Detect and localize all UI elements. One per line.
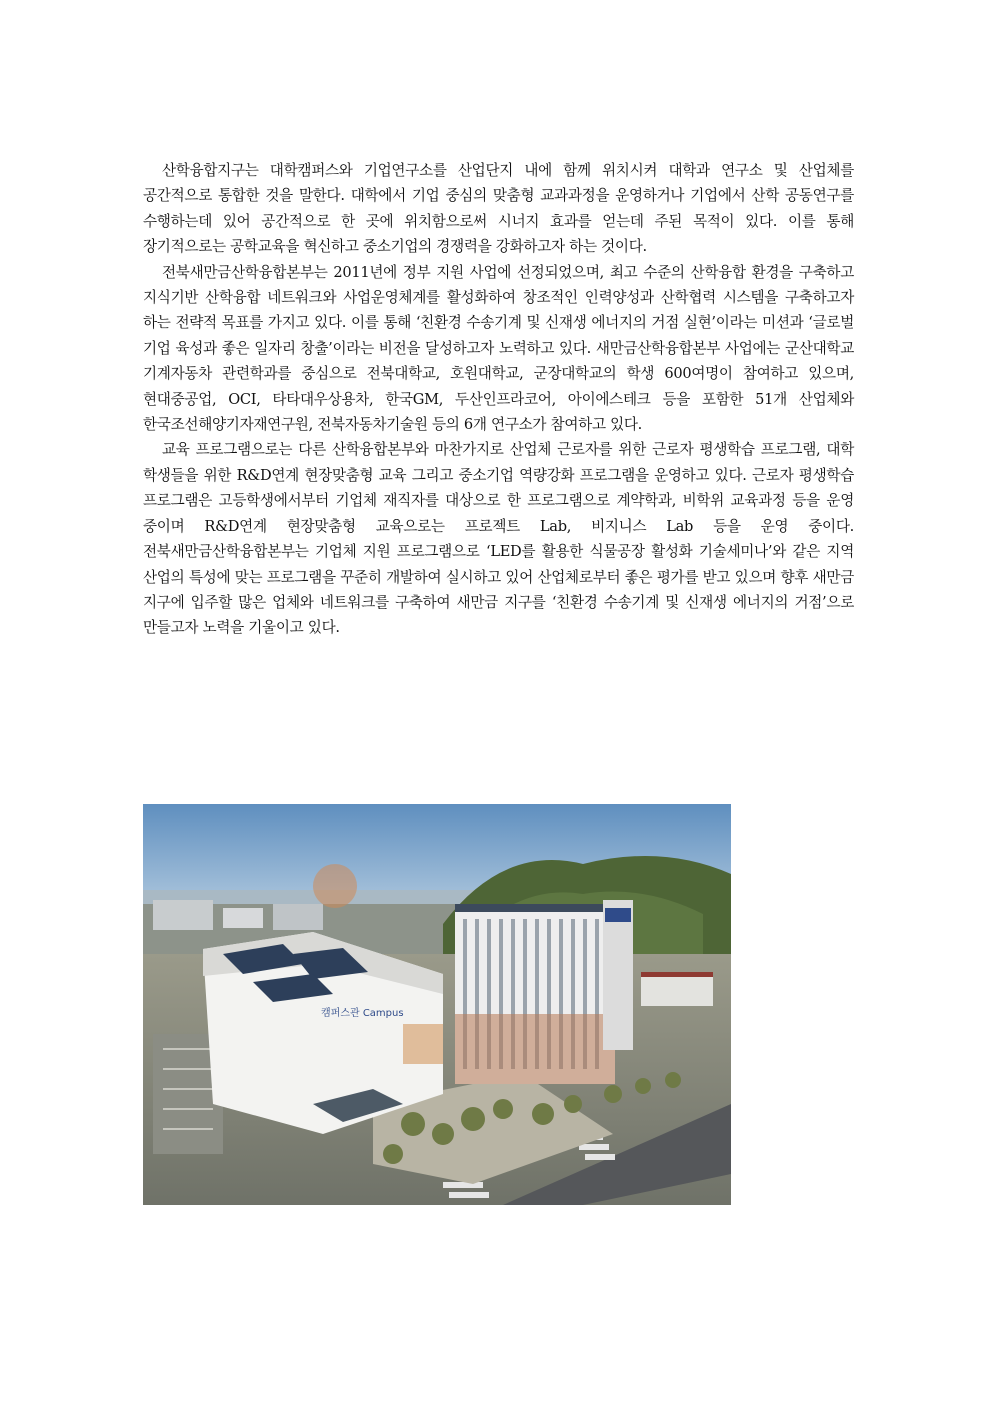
campus-aerial-photo (143, 804, 731, 1205)
paragraph-2: 전북새만금산학융합본부는 2011년에 정부 지원 사업에 선정되었으며, 최고 수준의 산학융합 환경을 구축하고 지식기반 산학융합 네트워크와 사업운영체계를 활성화하여 창조적인 인력양성과 산학협력 시스템을 구축하고자 하는 전략적 목표를 가지고 있다. 이를 통해 ‘친환경 수송기계 및 신재생 에너지의 거점 실현’이라는 미션과 ‘글로벌 기업 육성과 좋은 일자리 창출’이라는 비전을 달성하고자 노력하고 있다. 새만금산학융합본부 사업에는 군산대학교 기계자동차 관련학과를 중심으로 전북대학교, 호원대학교, 군장대학교의 학생 600여명이 참여하고 있으며, 현대중공업, OCI, 타타대우상용차, 한국GM, 두산인프라코어, 아이에스테크 등을 포함한 51개 산업체와 한국조선해양기자재연구원, 전북자동차기술원 등의 6개 연구소가 참여하고 있다. (143, 263, 854, 434)
paragraph-1: 산학융합지구는 대학캠퍼스와 기업연구소를 산업단지 내에 함께 위치시켜 대학과 연구소 및 산업체를 공간적으로 통합한 것을 말한다. 대학에서 기업 중심의 맞춤형 교과과정을 운영하거나 기업에서 산학 공동연구를 수행하는데 있어 공간적으로 한 곳에 위치함으로써 시너지 효과를 얻는데 주된 목적이 있다. 이를 통해 장기적으로는 공학교육을 혁신하고 중소기업의 경쟁력을 강화하고자 하는 것이다. (143, 162, 854, 256)
campus-building-sign: 캠퍼스관 Campus (321, 1008, 404, 1019)
paragraph-3: 교육 프로그램으로는 다른 산학융합본부와 마찬가지로 산업체 근로자를 위한 근로자 평생학습 프로그램, 대학 학생들을 위한 R&D연계 현장맞춤형 교육 그리고 중소기업 역량강화 프로그램을 운영하고 있다. 근로자 평생학습 프로그램은 고등학생에서부터 기업체 재직자를 대상으로 한 프로그램으로 계약학과, 비학위 교육과정 등을 운영 중이며 R&D연계 현장맞춤형 교육으로는 프로젝트 Lab, 비지니스 Lab 등을 운영 중이다. 전북새만금산학융합본부는 기업체 지원 프로그램으로 ‘LED를 활용한 식물공장 활성화 기술세미나’와 같은 지역 산업의 특성에 맞는 프로그램을 꾸준히 개발하여 실시하고 있어 산업체로부터 좋은 평가를 받고 있으며 향후 새만금 지구에 입주할 많은 업체와 네트워크를 구축하여 새만금 지구를 ‘친환경 수송기계 및 신재생 에너지의 거점’으로 만들고자 노력을 기울이고 있다. (143, 441, 854, 637)
body-text (143, 158, 854, 641)
